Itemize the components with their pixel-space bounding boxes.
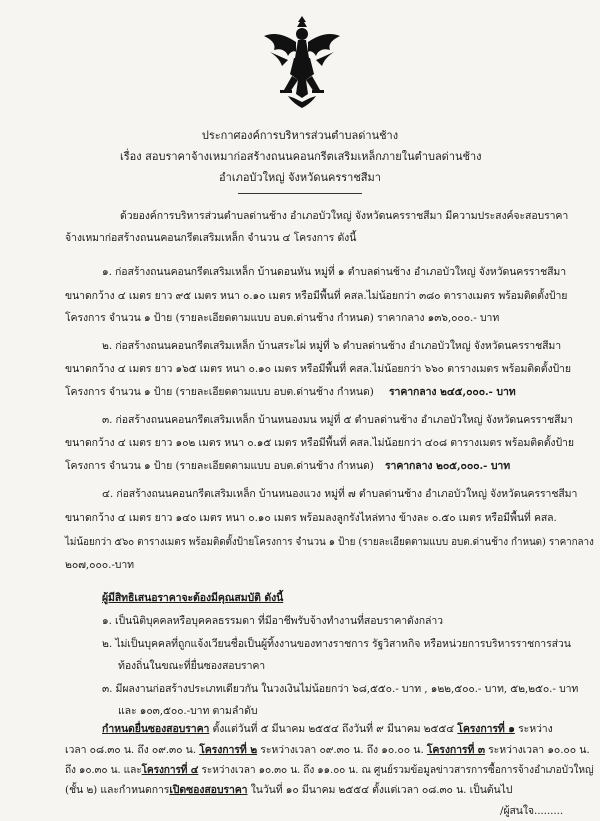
project-2-details: โครงการ จำนวน ๑ ป้าย (รายละเอียดตามแบบ อบต.ด่านช้าง กำหนด) — [65, 386, 374, 398]
slot-4-time-venue: ระหว่างเวลา ๑๐.๓๐ น. ถึง ๑๑.๐๐ น. ณ ศูนย์รวมข้อมูลข่าวสารการซื้อการจ้างอำเภอบัวใหญ่ — [198, 764, 594, 776]
header-divider — [238, 193, 362, 194]
intro-line-2: จ้างเหมาก่อสร้างถนนคอนกรีตเสริมเหล็ก จำนวน ๔ โครงการ ดังนี้ — [65, 232, 357, 244]
project-4-line-2: ขนาดกว้าง ๔ เมตร ยาว ๑๔๐ เมตร หนา ๐.๑๐ เมตร พร้อมลงลูกรังไหล่ทาง ข้างละ ๐.๕๐ เมตร หรือมีพื้นที่ คสล. — [65, 512, 557, 524]
slot-3-time: ระหว่างเวลา ๑๐.๐๐ น. — [484, 744, 590, 756]
schedule-line-4 — [65, 784, 512, 797]
header-district: อำเภอบัวใหญ่ จังหวัดนครราชสีมา — [219, 171, 381, 184]
schedule-line-3 — [65, 764, 594, 777]
header-title: ประกาศองค์การบริหารส่วนตำบลด่านช้าง — [201, 129, 399, 142]
project-4-line-4: ๒๐๗,๐๐๐.-บาท — [65, 559, 134, 571]
project-1-line-3: โครงการ จำนวน ๑ ป้าย (รายละเอียดตามแบบ อบต.ด่านช้าง กำหนด) ราคากลาง ๑๓๖,๐๐๐.- บาท — [65, 312, 500, 324]
qualification-1: ๑. เป็นนิติบุคคลหรือบุคคลธรรมดา ที่มีอาชีพรับจ้างทำงานที่สอบราคาดังกล่าว — [102, 615, 443, 627]
project-3-line-3 — [65, 460, 510, 473]
slot-1-time: เวลา ๐๘.๓๐ น. ถึง ๐๙.๓๐ น. — [65, 744, 200, 756]
qualification-3-line-2: และ ๑๐๓,๕๐๐.-บาท ตามลำดับ — [118, 705, 258, 717]
project-2-price: ราคากลาง ๒๔๕,๐๐๐.- บาท — [388, 386, 516, 398]
slot-3-end: ถึง ๑๐.๓๐ น. และ — [65, 764, 142, 776]
project-1-slot: โครงการที่ ๑ — [457, 723, 515, 735]
submission-dates: ตั้งแต่วันที่ ๕ มีนาคม ๒๕๕๔ ถึงวันที่ ๙ มีนาคม ๒๕๕๔ — [209, 723, 458, 735]
project-4-line-1: ๔. ก่อสร้างถนนคอนกรีตเสริมเหล็ก บ้านหนองแวง หมู่ที่ ๗ ตำบลด่านช้าง อำเภอบัวใหญ่ จังหวัดนครราชสีมา — [102, 488, 578, 500]
qualification-3-line-1: ๓. มีผลงานก่อสร้างประเภทเดียวกัน ในวงเงินไม่น้อยกว่า ๖๘,๕๕๐.- บาท , ๑๒๒,๕๐๐.- บาท, ๕๒,๒๕๐.- บาท — [102, 683, 579, 695]
submission-label: กำหนดยื่นซองสอบราคา — [102, 723, 210, 735]
venue-floor: (ชั้น ๒) และกำหนดการ — [65, 784, 170, 796]
header-subject: เรื่อง สอบราคาจ้างเหมาก่อสร้างถนนคอนกรีตเสริมเหล็กภายในตำบลด่านช้าง — [120, 150, 482, 163]
qualifications-heading: ผู้มีสิทธิเสนอราคาจะต้องมีคุณสมบัติ ดังนี้ — [102, 592, 284, 604]
project-3-details: โครงการ จำนวน ๑ ป้าย (รายละเอียดตามแบบ อบต.ด่านช้าง กำหนด) — [65, 460, 374, 472]
project-2-line-3 — [65, 386, 516, 399]
qualification-2-line-1: ๒. ไม่เป็นบุคคลที่ถูกแจ้งเวียนชื่อเป็นผู้ทิ้งงานของทางราชการ รัฐวิสาหกิจ หรือหน่วยการบริหารราชการส่วน — [102, 638, 571, 650]
bid-opening-label: เปิดซองสอบราคา — [169, 784, 248, 796]
project-1-line-1: ๑. ก่อสร้างถนนคอนกรีตเสริมเหล็ก บ้านดอนหัน หมู่ที่ ๑ ตำบลด่านช้าง อำเภอบัวใหญ่ จังหวัดนครราชสีมา — [102, 266, 567, 278]
garuda-emblem-icon — [262, 12, 342, 112]
project-1-line-2: ขนาดกว้าง ๔ เมตร ยาว ๙๕ เมตร หนา ๐.๑๐ เมตร หรือมีพื้นที่ คสล.ไม่น้อยกว่า ๓๘๐ ตารางเมตร พร้อมติดตั้งป้าย — [65, 290, 568, 302]
project-3-slot: โครงการที่ ๓ — [426, 744, 485, 756]
project-2-line-1: ๒. ก่อสร้างถนนคอนกรีตเสริมเหล็ก บ้านสระไผ่ หมู่ที่ ๖ ตำบลด่านช้าง อำเภอบัวใหญ่ จังหวัดนครราชสีมา — [102, 340, 562, 352]
intro-line-1: ด้วยองค์การบริหารส่วนตำบลด่านช้าง อำเภอบัวใหญ่ จังหวัดนครราชสีมา มีความประสงค์จะสอบราคา — [120, 210, 569, 222]
schedule-line-1 — [102, 723, 553, 736]
project-3-line-1: ๓. ก่อสร้างถนนคอนกรีตเสริมเหล็ก บ้านหนองมน หมู่ที่ ๕ ตำบลด่านช้าง อำเภอบัวใหญ่ จังหวัดนครราชสีมา — [102, 414, 573, 426]
project-2-line-2: ขนาดกว้าง ๔ เมตร ยาว ๑๖๕ เมตร หนา ๐.๑๐ เมตร หรือมีพื้นที่ คสล.ไม่น้อยกว่า ๖๖๐ ตารางเมตร พร้อมติดตั้งป้าย — [65, 363, 571, 375]
project-4-line-3: ไม่น้อยกว่า ๕๖๐ ตารางเมตร พร้อมติดตั้งป้ายโครงการ จำนวน ๑ ป้าย (รายละเอียดตามแบบ อบต.ด่านช้าง กำหนด) ราคากลาง — [65, 536, 594, 548]
slot-1-tail: ระหว่าง — [514, 723, 553, 735]
qualification-2-line-2: ท้องถิ่นในขณะที่ยื่นซองสอบราคา — [118, 660, 266, 672]
continued-marker: /ผู้สนใจ......... — [500, 805, 564, 817]
slot-2-time: ระหว่างเวลา ๐๙.๓๐ น. ถึง ๑๐.๐๐ น. — [257, 744, 427, 756]
schedule-line-2 — [65, 744, 590, 757]
bid-opening-date: ในวันที่ ๑๐ มีนาคม ๒๕๕๔ ตั้งแต่เวลา ๐๘.๓๐ น. เป็นต้นไป — [247, 784, 513, 796]
project-3-line-2: ขนาดกว้าง ๔ เมตร ยาว ๑๐๒ เมตร หนา ๐.๑๕ เมตร หรือมีพื้นที่ คสล.ไม่น้อยกว่า ๔๐๘ ตารางเมตร พร้อมติดตั้งป้าย — [65, 437, 574, 449]
project-2-slot: โครงการที่ ๒ — [199, 744, 258, 756]
project-3-price: ราคากลาง ๒๐๕,๐๐๐.- บาท — [384, 460, 511, 472]
project-4-slot: โครงการที่ ๔ — [141, 764, 199, 776]
